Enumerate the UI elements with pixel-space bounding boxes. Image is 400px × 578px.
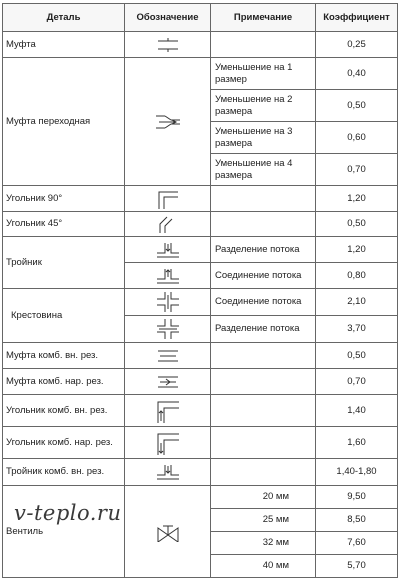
note-cell <box>211 32 316 58</box>
coupling-outer-thread-icon <box>156 375 180 389</box>
coef-value: 8,50 <box>316 509 398 532</box>
coef-value: 1,40-1,80 <box>316 459 398 486</box>
note-cell <box>211 395 316 427</box>
note-cell: Разделение потока <box>211 237 316 263</box>
symbol-cell <box>125 459 211 486</box>
elbow-90-icon <box>156 189 180 209</box>
symbol-cell <box>125 369 211 395</box>
coef-value: 0,50 <box>316 90 398 122</box>
detail-name: Муфта <box>3 32 125 58</box>
header-detail: Деталь <box>3 4 125 32</box>
note-cell <box>211 459 316 486</box>
note-cell: 40 мм <box>211 555 316 578</box>
tee-inner-thread-icon <box>155 463 181 481</box>
symbol-cell <box>125 395 211 427</box>
note-cell: Разделение потока <box>211 316 316 343</box>
note-cell <box>211 343 316 369</box>
table-row <box>3 427 398 459</box>
fittings-table <box>2 3 398 578</box>
symbol-cell <box>125 343 211 369</box>
table-row <box>3 237 398 263</box>
elbow-inner-thread-icon <box>155 399 181 423</box>
coef-value: 0,70 <box>316 369 398 395</box>
coef-value: 7,60 <box>316 532 398 555</box>
detail-name: Муфта комб. нар. рез. <box>3 369 125 395</box>
tee-icon <box>155 267 181 285</box>
table-row <box>3 32 398 58</box>
symbol-cell <box>125 263 211 289</box>
detail-name: Угольник комб. вн. рез. <box>3 395 125 427</box>
coef-value: 1,20 <box>316 237 398 263</box>
symbol-cell <box>125 289 211 316</box>
table-row <box>3 212 398 237</box>
coef-value: 0,40 <box>316 58 398 90</box>
table-row <box>3 459 398 486</box>
note-cell <box>211 427 316 459</box>
detail-name: Муфта комб. вн. рез. <box>3 343 125 369</box>
note-cell: Уменьшение на 2 размера <box>211 90 316 122</box>
table-row <box>3 289 398 316</box>
note-cell: Уменьшение на 4 размера <box>211 154 316 186</box>
note-cell <box>211 186 316 212</box>
coef-value: 3,70 <box>316 316 398 343</box>
coef-value: 0,60 <box>316 122 398 154</box>
symbol-cell <box>125 237 211 263</box>
note-cell: 32 мм <box>211 532 316 555</box>
coef-value: 1,40 <box>316 395 398 427</box>
coef-value: 9,50 <box>316 486 398 509</box>
symbol-cell <box>125 58 211 186</box>
detail-name: Крестовина <box>3 289 125 343</box>
coef-value: 0,50 <box>316 212 398 237</box>
coef-value: 0,25 <box>316 32 398 58</box>
coef-value: 0,70 <box>316 154 398 186</box>
symbol-cell <box>125 212 211 237</box>
coef-value: 2,10 <box>316 289 398 316</box>
note-cell <box>211 369 316 395</box>
note-cell: 25 мм <box>211 509 316 532</box>
elbow-45-icon <box>157 215 179 233</box>
cross-icon <box>155 318 181 340</box>
symbol-cell <box>125 486 211 578</box>
table-row <box>3 186 398 212</box>
coef-value: 1,20 <box>316 186 398 212</box>
note-cell: Уменьшение на 3 размера <box>211 122 316 154</box>
table-row <box>3 369 398 395</box>
detail-name: Муфта переходная <box>3 58 125 186</box>
note-cell <box>211 212 316 237</box>
coupling-icon <box>156 38 180 52</box>
coef-value: 0,50 <box>316 343 398 369</box>
detail-name: Угольник комб. нар. рез. <box>3 427 125 459</box>
header-coef: Коэффициент <box>316 4 398 32</box>
detail-name: Вентиль <box>3 486 125 578</box>
header-note: Примечание <box>211 4 316 32</box>
elbow-outer-thread-icon <box>155 431 181 455</box>
detail-name: Тройник комб. вн. рез. <box>3 459 125 486</box>
coef-value: 0,80 <box>316 263 398 289</box>
reducer-coupling-icon <box>154 113 182 131</box>
cross-icon <box>155 291 181 313</box>
detail-name: Угольник 45° <box>3 212 125 237</box>
symbol-cell <box>125 316 211 343</box>
table-row <box>3 58 398 90</box>
coupling-inner-thread-icon <box>156 349 180 363</box>
note-cell: Уменьшение на 1 размер <box>211 58 316 90</box>
table-row <box>3 343 398 369</box>
note-cell: Соединение потока <box>211 289 316 316</box>
symbol-cell <box>125 32 211 58</box>
coef-value: 5,70 <box>316 555 398 578</box>
note-cell: Соединение потока <box>211 263 316 289</box>
coef-value: 1,60 <box>316 427 398 459</box>
watermark: v-teplo.ru <box>14 501 122 525</box>
detail-name: Угольник 90° <box>3 186 125 212</box>
header-row <box>3 4 398 32</box>
tee-icon <box>155 241 181 259</box>
symbol-cell <box>125 427 211 459</box>
table-row <box>3 395 398 427</box>
detail-name: Тройник <box>3 237 125 289</box>
note-cell: 20 мм <box>211 486 316 509</box>
symbol-cell <box>125 186 211 212</box>
header-symbol: Обозначение <box>125 4 211 32</box>
